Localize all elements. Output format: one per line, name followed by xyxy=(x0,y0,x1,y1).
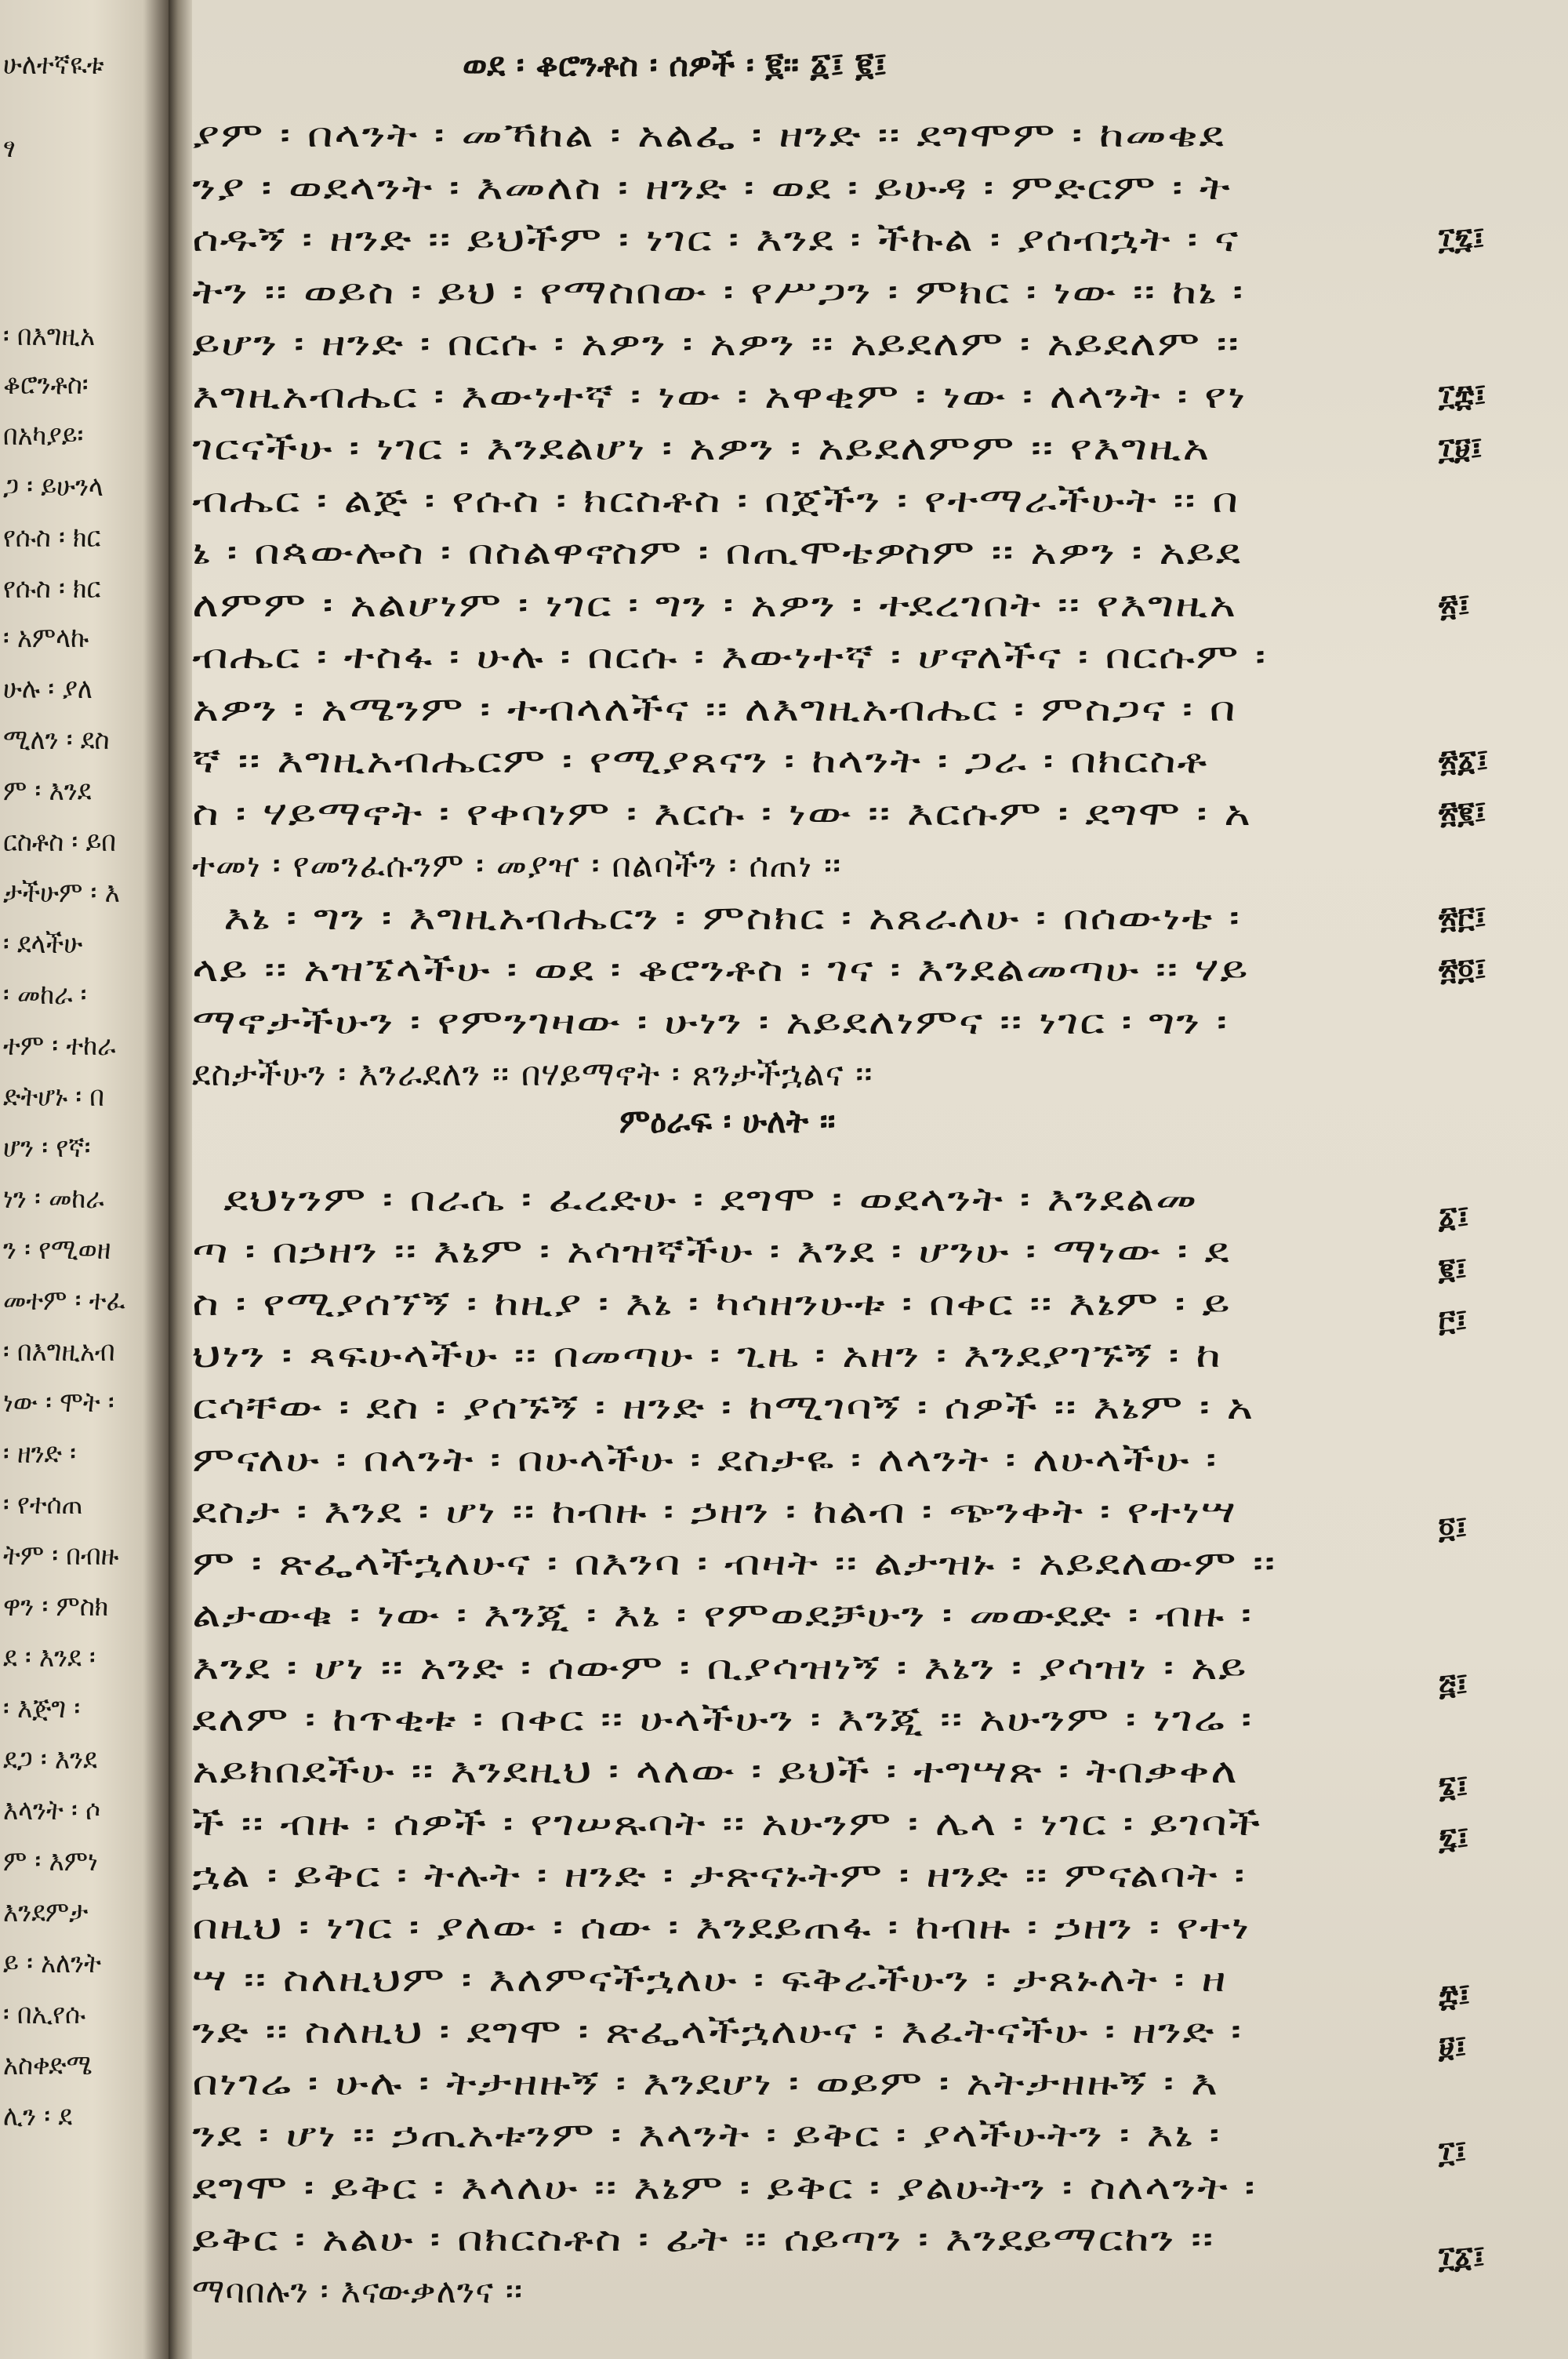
text-line: ምናለሁ ፡ በላንት ፡ በሁላችሁ ፡ ደስታዬ ፡ ለላንት ፡ ለሁላችሁ ፡ xyxy=(192,1440,1218,1480)
text-line: ትን ፡፡ ወይስ ፡ ይህ ፡ የማስበው ፡ የሥጋን ፡ ምክር ፡ ነው ፡፡ ከኔ ፡ xyxy=(192,272,1244,312)
text-line: ንደ ፡ ሆነ ፡፡ ኃጢአቱንም ፡ እላንት ፡ ይቅር ፡ ያላችሁትን ፡ እኔ ፡ xyxy=(192,2116,1221,2156)
verse-number: ፫፤ xyxy=(1439,1303,1468,1338)
facing-page-fragment: ሊን ፡ ደ xyxy=(3,2100,73,2132)
verse-number: ፳፪፤ xyxy=(1439,795,1486,830)
verse-number: ፬፤ xyxy=(1439,1510,1468,1545)
text-line: ስ ፡ የሚያሰኘኝ ፡ ከዚያ ፡ እኔ ፡ ካሳዘንሁቱ ፡ በቀር ፡፡ እኔም ፡ ይ xyxy=(192,1284,1232,1324)
verse-number: ፭፤ xyxy=(1439,1667,1468,1702)
facing-page-fragment: ፡ አምላኩ xyxy=(3,622,89,654)
verse-number: ፲፤ xyxy=(1439,2135,1467,2169)
facing-page-fragment: ፡ እጅግ ፡ xyxy=(3,1692,81,1725)
text-line: ሰዱኝ ፡ ዘንድ ፡፡ ይህችም ፡ ነገር ፡ እንደ ፡ ችኩል ፡ ያሰብኋት ፡ ና xyxy=(192,220,1240,260)
facing-page-fragment: ፡ በእግዚአብ xyxy=(3,1336,115,1368)
text-line: እኔ ፡ ግን ፡ እግዚአብሔርን ፡ ምስክር ፡ አጸራለሁ ፡ በሰውነቴ ፡ xyxy=(223,898,1241,938)
text-line: ም ፡ ጽፌላችኋለሁና ፡ በእንባ ፡ ብዛት ፡፡ ልታዝኑ ፡ አይደለውም ፡፡ xyxy=(192,1544,1276,1584)
text-line: ብሔር ፡ ልጅ ፡ የሱስ ፡ ክርስቶስ ፡ በጀችን ፡ የተማራችሁት ፡፡ በ xyxy=(192,481,1240,521)
facing-page-fragment: ደ ፡ እንደ ፡ xyxy=(3,1641,96,1674)
text-line: ማኖታችሁን ፡ የምንገዛው ፡ ሁነን ፡ አይደለነምና ፡፡ ነገር ፡ ግን ፡ xyxy=(192,1002,1229,1042)
chapter-two-title: ምዕራፍ ፡ ሁለት ፡፡ xyxy=(619,1102,836,1140)
facing-page-fragment: የሱስ ፡ ክር xyxy=(3,572,101,605)
text-line: ህነን ፡ ጻፍሁላችሁ ፡፡ በመጣሁ ፡ ጊዜ ፡ አዘን ፡ እንደያገኙኝ ፡ ከ xyxy=(192,1336,1222,1376)
facing-page-fragment: ፡ በኢየሱ xyxy=(3,1998,85,2030)
verse-number: ፮፤ xyxy=(1439,1769,1468,1804)
facing-page-fragment: ድትሆኑ ፡ በ xyxy=(3,1081,104,1113)
facing-page-fragment: ዋን ፡ ምስክ xyxy=(3,1590,109,1623)
text-line: ተመነ ፡ የመንፈሱንም ፡ መያዣ ፡ በልባችን ፡ ሰጠነ ፡፡ xyxy=(192,846,842,885)
facing-page-fragment: ሁለተኛዪቱ xyxy=(3,49,104,81)
verse-number: ፳፤ xyxy=(1439,588,1471,623)
facing-page-fragment: ም ፡ እምነ xyxy=(3,1845,98,1877)
text-line: አይክበደችሁ ፡፡ እንደዚህ ፡ ላለው ፡ ይህች ፡ ተግሣጽ ፡ ትበቃቀለ xyxy=(192,1752,1239,1792)
text-line: ያም ፡ በላንት ፡ መኻከል ፡ አልፌ ፡ ዘንድ ፡፡ ደግሞም ፡ ከመቄደ xyxy=(192,116,1225,155)
facing-page-fragment: ፡ የተሰጠ xyxy=(3,1488,83,1521)
text-line: ደህነንም ፡ በራሴ ፡ ፈረድሁ ፡ ደግሞ ፡ ወደላንት ፡ እንደልመ xyxy=(223,1180,1198,1219)
facing-page-fragment: ታችሁም ፡ እ xyxy=(3,877,120,909)
facing-page-fragment: ሆን ፡ የኛ፡ xyxy=(3,1132,91,1164)
facing-page-fragment: የሱስ ፡ ክር xyxy=(3,522,101,554)
text-line: ማባበሉን ፡ እናውቃለንና ፡፡ xyxy=(192,2272,524,2312)
facing-page-fragment: ፡ ዘንድ ፡ xyxy=(3,1438,76,1470)
text-line: ደለም ፡ ከጥቂቱ ፡ በቀር ፡፡ ሁላችሁን ፡ እንጂ ፡፡ አሁንም ፡ ነገሬ ፡ xyxy=(192,1700,1253,1739)
facing-page-fragment: ፡ ደላችሁ xyxy=(3,928,83,960)
text-line: ንድ ፡፡ ስለዚህ ፡ ደግሞ ፡ ጽፌላችኋለሁና ፡ እፈትናችሁ ፡ ዘንድ ፡ xyxy=(192,2012,1243,2052)
verse-number: ፪፤ xyxy=(1439,1252,1468,1286)
text-line: ገርናችሁ ፡ ነገር ፡ እንደልሆነ ፡ አዎን ፡ አይደለምም ፡፡ የእግዚአ xyxy=(192,429,1210,468)
text-line: እግዚአብሔር ፡ እውነተኛ ፡ ነው ፡ አዋቂም ፡ ነው ፡ ለላንት ፡ የነ xyxy=(192,376,1247,416)
text-line: በነገሬ ፡ ሁሉ ፡ ትታዘዙኝ ፡ እንደሆነ ፡ ወይም ፡ አትታዘዙኝ ፡ እ xyxy=(192,2064,1219,2104)
facing-page-fragment: ፃ xyxy=(3,132,16,164)
facing-page-fragment: ነን ፡ መከራ xyxy=(3,1183,104,1215)
verse-number: ፳፬፤ xyxy=(1439,952,1487,987)
text-line: ጣ ፡ በኃዘን ፡፡ እኔም ፡ አሳዝኛችሁ ፡ እንደ ፡ ሆንሁ ፡ ማነው ፡ ደ xyxy=(192,1232,1231,1272)
text-line: ኋል ፡ ይቅር ፡ ትሉት ፡ ዘንድ ፡ ታጽናኑትም ፡ ዘንድ ፡፡ ምናልባት ፡ xyxy=(192,1856,1247,1896)
text-line: አዎን ፡ አሜንም ፡ ተብላለችና ፡፡ ለእግዚአብሔር ፡ ምስጋና ፡ በ xyxy=(192,689,1237,729)
book-gutter xyxy=(169,0,192,2359)
text-line: ንያ ፡ ወደላንት ፡ እመለስ ፡ ዘንድ ፡ ወደ ፡ ይሁዳ ፡ ምድርም ፡ ት xyxy=(192,168,1232,208)
text-line: ርሳቸው ፡ ደስ ፡ ያሰኙኝ ፡ ዘንድ ፡ ከሚገባኝ ፡ ሰዎች ፡፡ እኔም ፡ አ xyxy=(192,1388,1254,1428)
facing-page-fragment: ሁሉ ፡ ያለ xyxy=(3,673,93,705)
text-line: ደግሞ ፡ ይቅር ፡ እላለሁ ፡፡ እኔም ፡ ይቅር ፡ ያልሁትን ፡ ስለላንት ፡ xyxy=(192,2168,1257,2208)
text-line: ላይ ፡፡ አዝኜላችሁ ፡ ወደ ፡ ቆሮንቶስ ፡ ገና ፡ እንደልመጣሁ ፡፡ ሃይ xyxy=(192,951,1249,990)
text-line: ይሆን ፡ ዘንድ ፡ በርሱ ፡ አዎን ፡ አዎን ፡፡ አይደለም ፡ አይደለም ፡፡ xyxy=(192,325,1240,364)
facing-page-fragment: ን ፡ የሚወዘ xyxy=(3,1234,111,1266)
text-line: ሣ ፡፡ ስለዚህም ፡ እለምናችኋለሁ ፡ ፍቅራችሁን ፡ ታጸኑለት ፡ ዘ xyxy=(192,1960,1228,2000)
text-line: በዚህ ፡ ነገር ፡ ያለው ፡ ሰው ፡ እንደይጠፋ ፡ ከብዙ ፡ ኃዘን ፡ የተነ xyxy=(192,1908,1250,1948)
verse-number: ፱፤ xyxy=(1439,2030,1467,2064)
verse-number: ፲፯፤ xyxy=(1439,221,1485,256)
text-line: ች ፡፡ ብዙ ፡ ሰዎች ፡ የገሠጹባት ፡፡ አሁንም ፡ ሌላ ፡ ነገር ፡ ይገባች xyxy=(192,1804,1261,1844)
book-page xyxy=(192,0,1568,2359)
facing-page-fragment: እላንት ፡ ሶ xyxy=(3,1794,101,1826)
facing-page-fragment: ፡ በእግዚአ xyxy=(3,320,95,352)
verse-number: ፰፤ xyxy=(1439,1978,1471,2012)
text-line: ደስታ ፡ እንደ ፡ ሆነ ፡፡ ከብዙ ፡ ኃዘን ፡ ከልብ ፡ ጭንቀት ፡ የተነሣ xyxy=(192,1492,1237,1532)
text-line: ስ ፡ ሃይማኖት ፡ የቀባነም ፡ እርሱ ፡ ነው ፡፡ እርሱም ፡ ደግሞ ፡ አ xyxy=(192,794,1252,834)
facing-page-fragment: ፡ መከራ ፡ xyxy=(3,979,87,1011)
verse-number: ፯፤ xyxy=(1439,1821,1469,1856)
text-line: ለምም ፡ አልሆነም ፡ ነገር ፡ ግን ፡ አዎን ፡ ተደረገበት ፡፡ የእግዚአ xyxy=(192,585,1237,625)
verse-number: ፳፩፤ xyxy=(1439,743,1489,778)
text-line: ኔ ፡ በጳውሎስ ፡ በስልዋኖስም ፡ በጢሞቴዎስም ፡፡ አዎን ፡ አይደ xyxy=(192,533,1242,572)
verse-number: ፳፫፤ xyxy=(1439,900,1487,935)
facing-page-fragment: ጋ ፡ ይሁንላ xyxy=(3,471,103,503)
text-line: ኛ ፡፡ እግዚአብሔርም ፡ የሚያጸናን ፡ ከላንት ፡ ጋራ ፡ በክርስቶ xyxy=(192,742,1208,781)
verse-number: ፲፱፤ xyxy=(1439,431,1483,466)
text-line: ልታውቁ ፡ ነው ፡ እንጂ ፡ እኔ ፡ የምወደቻሁን ፡ መውደድ ፡ ብዙ ፡ xyxy=(192,1596,1253,1636)
verse-number: ፩፤ xyxy=(1439,1200,1469,1234)
facing-page-fragment: ነው ፡ ሞት ፡ xyxy=(3,1387,114,1419)
verse-number: ፲፩፤ xyxy=(1439,2240,1486,2274)
text-line: ደስታችሁን ፡ እንራደለን ፡፡ በሃይማኖት ፡ ጸንታችኋልና ፡፡ xyxy=(192,1055,873,1094)
verse-number: ፲፰፤ xyxy=(1439,378,1486,413)
facing-page-fragment: ም ፡ እንደ xyxy=(3,775,92,807)
running-head: ወደ ፡ ቆሮንቶስ ፡ ሰዎች ፡ ፪። ፩፤ ፪፤ xyxy=(463,45,887,84)
text-line: እንደ ፡ ሆነ ፡፡ አንድ ፡ ሰውም ፡ ቢያሳዝነኝ ፡ እኔን ፡ ያሳዝነ ፡ አይ xyxy=(192,1648,1248,1688)
facing-page xyxy=(0,0,169,2359)
facing-page-fragment: በአካያይ፡ xyxy=(3,420,84,452)
facing-page-fragment: ትም ፡ በብዙ xyxy=(3,1539,119,1572)
facing-page-fragment: ቆሮንቶስ፡ xyxy=(3,369,89,401)
text-line: ብሔር ፡ ተስፋ ፡ ሁሉ ፡ በርሱ ፡ እውነተኛ ፡ ሆኖለችና ፡ በርሱም ፡ xyxy=(192,638,1267,677)
facing-page-fragment: ደጋ ፡ እንደ xyxy=(3,1743,97,1776)
facing-page-fragment: ርስቶስ ፡ ይበ xyxy=(3,826,116,858)
facing-page-fragment: እንደምታ xyxy=(3,1896,89,1928)
facing-page-fragment: አስቀድሜ xyxy=(3,2049,93,2081)
text-line: ይቅር ፡ አልሁ ፡ በክርስቶስ ፡ ፊት ፡፡ ሰይጣን ፡ እንደይማርከን ፡፡ xyxy=(192,2220,1214,2259)
facing-page-fragment: ተም ፡ ተከራ xyxy=(3,1030,116,1062)
facing-page-fragment: መተም ፡ ተፈ xyxy=(3,1285,125,1317)
facing-page-fragment: ይ ፡ አለንት xyxy=(3,1947,102,1979)
facing-page-fragment: ሚለን ፡ ደስ xyxy=(3,724,110,756)
